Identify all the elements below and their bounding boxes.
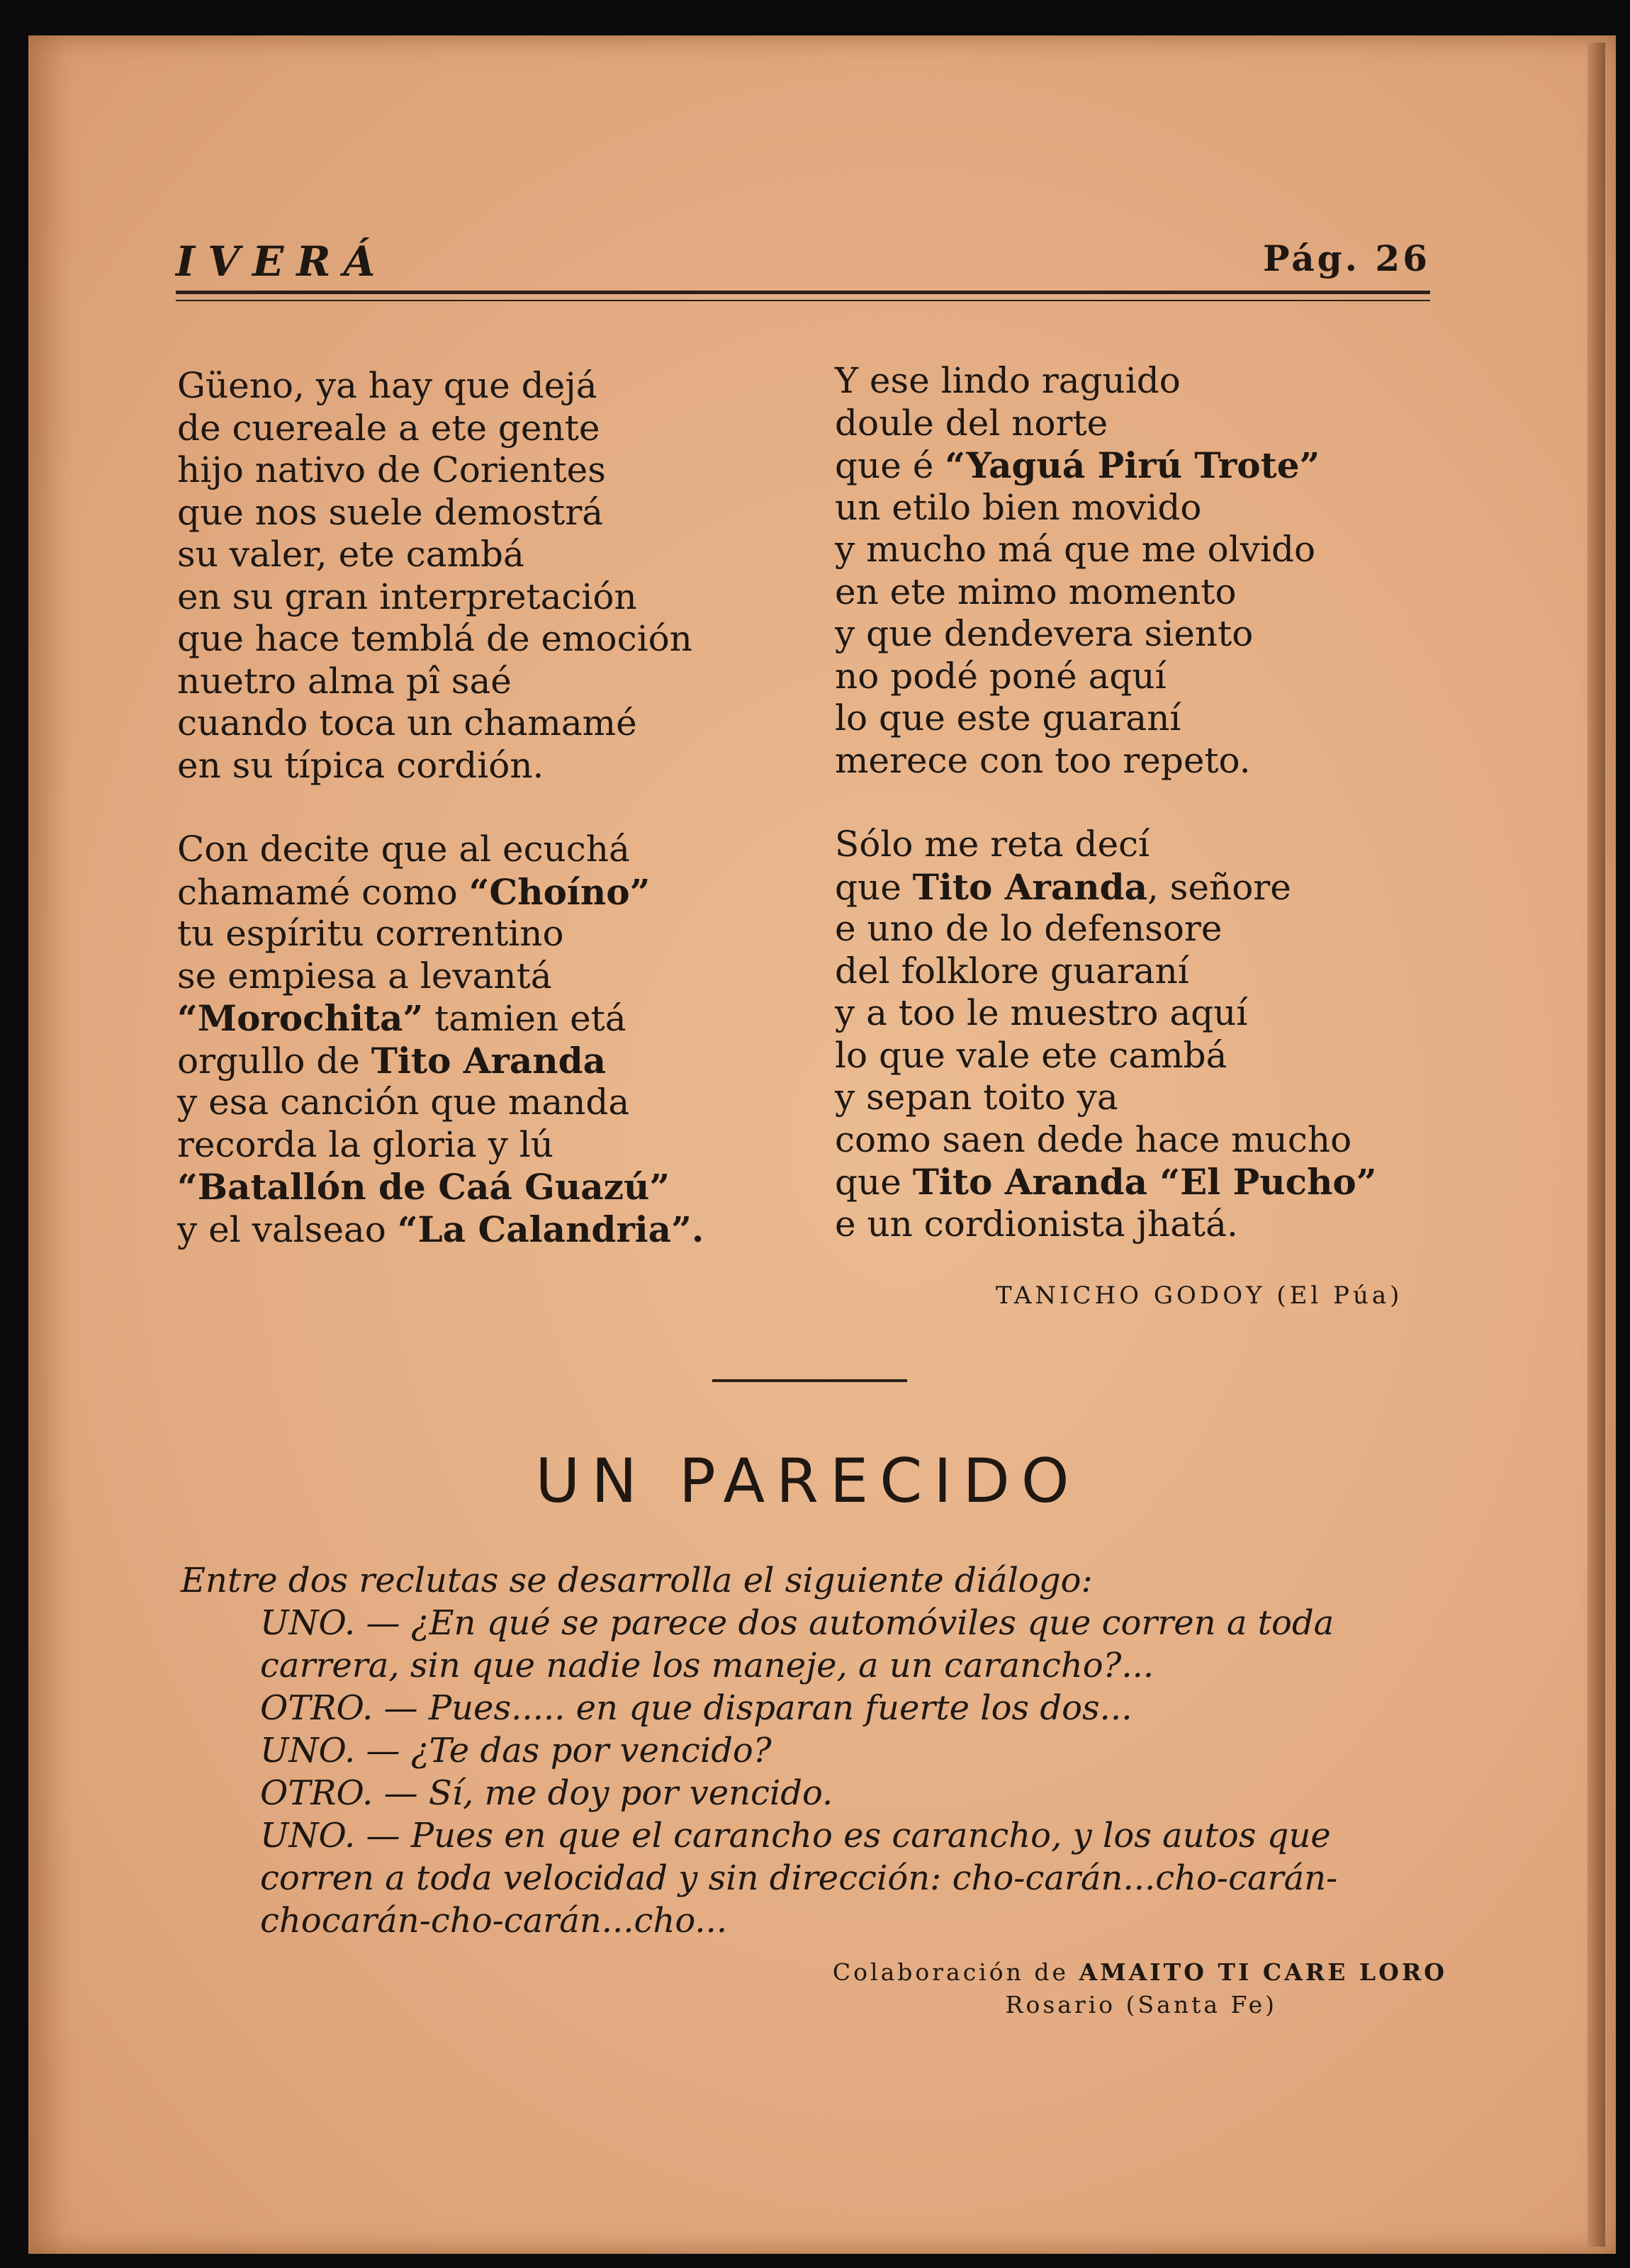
credit-prefix: Colaboración de <box>832 1958 1079 1986</box>
dialog-paragraph: OTRO. — Pues..... en que disparan fuerte los dos... <box>260 1688 1132 1728</box>
credit-name: AMAITO TI CARE LORO <box>1079 1958 1447 1986</box>
poem-text: y el valseao <box>177 1208 398 1250</box>
poem-text: y que dendevera siento <box>835 613 1254 654</box>
poem-bold-text: “Morochita” <box>177 997 424 1039</box>
poem-text: como saen dede hace mucho <box>835 1118 1352 1160</box>
poem-text: lo que vale ete cambá <box>835 1034 1227 1076</box>
poem-line <box>177 1208 815 1251</box>
poem-text: del folklore guaraní <box>835 950 1189 992</box>
page-header <box>176 237 1430 287</box>
poem-text: Con decite que al ecuchá <box>177 829 630 870</box>
poem-bold-text: “Batallón de Caá Guazú” <box>177 1166 670 1208</box>
poem-line <box>835 697 1402 740</box>
poem-bold-text: “La Calandria”. <box>397 1208 704 1250</box>
poem-text: merece con too repeto. <box>835 739 1251 781</box>
poem-bold-text: Tito Aranda <box>371 1039 606 1082</box>
poem-line <box>835 1203 1402 1246</box>
poem-text: orgullo de <box>177 1040 371 1082</box>
dialog-paragraph: UNO. — ¿Te das por vencido? <box>260 1731 772 1770</box>
poem-line <box>835 908 1402 950</box>
poem-column-right <box>835 360 1402 1287</box>
poem-bold-text: Tito Aranda “El Pucho” <box>912 1161 1377 1203</box>
poem-line <box>177 1082 815 1124</box>
poem-line <box>835 1077 1402 1119</box>
poem-line <box>177 408 815 450</box>
poem-bold-text: “Yaguá Pirú Trote” <box>945 444 1320 486</box>
poem-text: que hace temblá de emoción <box>177 618 692 659</box>
poem-text: Y ese lindo raguido <box>835 360 1181 401</box>
header-rule-thick <box>176 291 1430 294</box>
poem-line <box>177 661 815 703</box>
article-title: UN PARECIDO <box>535 1446 1081 1517</box>
poem-signature: TANICHO GODOY (El Púa) <box>996 1281 1403 1310</box>
dialog-paragraph: UNO. — Pues en que el carancho es carancho, y los autos que corren a toda velocidad y sin dirección: cho-carán...cho-carán-chocarán-cho-carán...cho... <box>260 1816 1338 1941</box>
dialog-paragraph: Entre dos reclutas se desarrolla el siguiente diálogo: <box>181 1561 1093 1600</box>
poem-text: que é <box>835 445 945 486</box>
poem-line <box>835 1035 1402 1077</box>
poem-column-left <box>177 365 815 1292</box>
collaboration-credit <box>833 1956 1447 2021</box>
poem-text: de cuereale a ete gente <box>177 407 600 449</box>
poem-stanza <box>177 365 815 787</box>
credit-place: Rosario (Santa Fe) <box>1005 1991 1277 2019</box>
poem-line <box>177 576 815 619</box>
poem-text: y a too le muestro aquí <box>835 992 1248 1033</box>
poem-line <box>835 950 1402 993</box>
poem-text: nuetro alma pî saé <box>177 660 512 702</box>
poem-text: en su gran interpretación <box>177 576 637 617</box>
poem-line <box>835 656 1402 698</box>
poem-text: que nos suele demostrá <box>177 491 604 533</box>
poem-line <box>835 613 1402 656</box>
page-edge-right <box>1587 43 1605 2247</box>
poem-text: y sepan toito ya <box>835 1077 1118 1118</box>
poem-text: un etilo bien movido <box>835 486 1202 528</box>
page-number: Pág. 26 <box>1262 237 1430 279</box>
poem-line <box>177 829 815 871</box>
poem-text: lo que este guaraní <box>835 697 1181 739</box>
poem-line <box>177 365 815 408</box>
poem-text: e uno de lo defensore <box>835 908 1222 949</box>
poem-stanza <box>835 360 1402 782</box>
poem-text: cuando toca un chamamé <box>177 702 637 743</box>
poem-line <box>177 1166 815 1208</box>
poem-line <box>835 571 1402 614</box>
poem-text: y esa canción que manda <box>177 1082 630 1123</box>
poem-line <box>177 955 815 998</box>
poem-line <box>177 871 815 914</box>
dialog-paragraph: UNO. — ¿En qué se parece dos automóviles que corren a toda carrera, sin que nadie los maneje, a un carancho?... <box>260 1603 1334 1685</box>
poem-line <box>835 403 1402 445</box>
poem-text: tu espíritu correntino <box>177 913 564 954</box>
poem-line <box>177 1040 815 1082</box>
poem-text: e un cordionista jhatá. <box>835 1203 1238 1245</box>
poem-line <box>177 492 815 534</box>
poem-text: que <box>835 1162 913 1203</box>
poem-text: Güeno, ya hay que dejá <box>177 365 597 406</box>
poem-text: chamamé como <box>177 871 469 913</box>
poem-line <box>835 992 1402 1035</box>
poem-text: en ete mimo momento <box>835 571 1237 612</box>
dialog-paragraph: OTRO. — Sí, me doy por vencido. <box>260 1773 833 1813</box>
poem-text: en su típica cordión. <box>177 744 544 786</box>
poem-stanza <box>835 824 1402 1245</box>
poem-line <box>177 449 815 492</box>
poem-text: recorda la gloria y lú <box>177 1123 553 1165</box>
poem-bold-text: “Choíno” <box>468 870 651 913</box>
poem-text: doule del norte <box>835 402 1108 444</box>
poem-line <box>177 745 815 787</box>
poem-line <box>835 529 1402 571</box>
poem-line <box>177 702 815 745</box>
poem-line <box>835 444 1402 487</box>
poem-text: tamien etá <box>423 998 626 1039</box>
poem-line <box>177 997 815 1040</box>
poem-line <box>177 534 815 576</box>
poem-text: Sólo me reta decí <box>835 824 1150 865</box>
poem-line <box>835 487 1402 529</box>
poem-stanza <box>177 829 815 1250</box>
poem-text: hijo nativo de Corientes <box>177 449 606 490</box>
poem-bold-text: Tito Aranda <box>912 865 1148 908</box>
poem-line <box>835 1161 1402 1203</box>
poem-line <box>835 866 1402 909</box>
poem-line <box>177 913 815 955</box>
poem-text: se empiesa a levantá <box>177 955 552 997</box>
poem-text: , señore <box>1147 866 1291 908</box>
article-dialog <box>181 1559 1442 1942</box>
poem-line <box>835 360 1402 403</box>
poem-line <box>835 1119 1402 1162</box>
magazine-title: IVERÁ <box>176 237 388 286</box>
poem-text: su valer, ete cambá <box>177 534 524 575</box>
poem-line <box>835 740 1402 782</box>
poem-line <box>177 1124 815 1167</box>
header-rule-thin <box>176 300 1430 301</box>
poem-line <box>177 618 815 661</box>
poem-text: y mucho má que me olvido <box>835 529 1316 570</box>
poem-text: no podé poné aquí <box>835 655 1167 697</box>
section-divider <box>712 1379 907 1382</box>
poem-text: que <box>835 866 913 908</box>
poem-line <box>835 824 1402 866</box>
